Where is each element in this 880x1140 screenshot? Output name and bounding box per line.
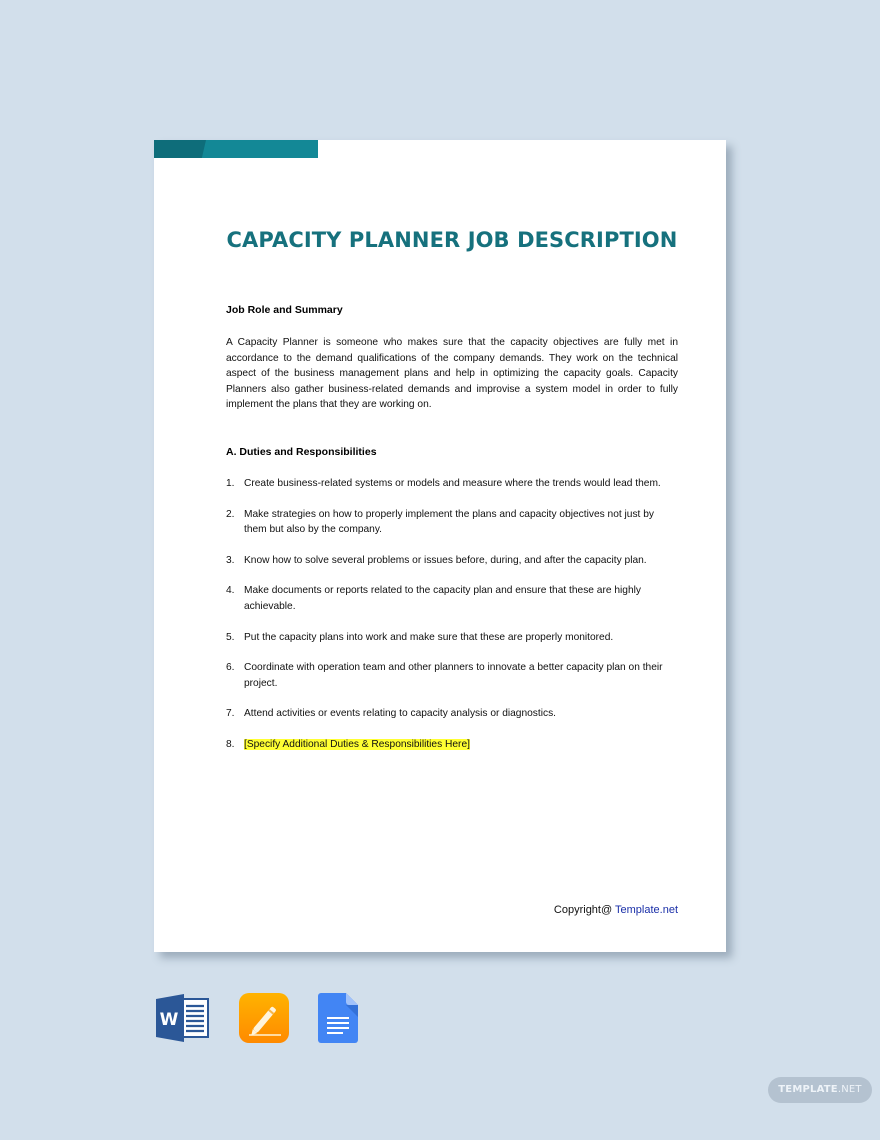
- google-docs-icon[interactable]: [318, 993, 359, 1049]
- duty-item: [226, 660, 678, 691]
- duty-number: 2.: [226, 508, 235, 520]
- duty-item: [226, 476, 678, 492]
- watermark-bold: TEMPLATE: [778, 1084, 838, 1095]
- duty-item: [226, 706, 678, 722]
- header-accent-bar-dark: [154, 140, 206, 158]
- duty-number: 5.: [226, 631, 235, 643]
- svg-text:W: W: [159, 1010, 179, 1030]
- copyright-link[interactable]: Template.net: [615, 904, 678, 916]
- duty-placeholder-highlighted: [Specify Additional Duties & Responsibilities Here]: [244, 738, 470, 750]
- header-accent-bar: [154, 140, 318, 158]
- template-net-watermark: [768, 1077, 872, 1103]
- duty-text: Create business-related systems or models and measure where the trends would lead them.: [244, 477, 661, 489]
- duty-text: Attend activities or events relating to capacity analysis or diagnostics.: [244, 708, 557, 720]
- copyright-footer: [554, 904, 678, 916]
- document-title: CAPACITY PLANNER JOB DESCRIPTION: [226, 228, 678, 252]
- duty-item: [226, 737, 678, 753]
- duty-text: Make strategies on how to properly implement the plans and capacity objectives not just by them but also by the company.: [244, 508, 654, 536]
- document-content: [226, 304, 678, 768]
- document-page: [154, 140, 726, 952]
- microsoft-word-icon[interactable]: [156, 993, 210, 1048]
- apple-pages-icon[interactable]: [239, 993, 290, 1049]
- duty-text: Coordinate with operation team and other planners to innovate a better capacity plan on their project.: [244, 662, 663, 689]
- duty-text: Know how to solve several problems or issues before, during, and after the capacity plan.: [244, 554, 647, 566]
- duties-heading: A. Duties and Responsibilities: [226, 445, 377, 458]
- duties-list: [226, 476, 678, 753]
- duty-text: Make documents or reports related to the capacity plan and ensure that these are highly achievable.: [244, 585, 641, 612]
- duty-number: 6.: [226, 662, 235, 674]
- duty-number: 7.: [226, 708, 235, 720]
- watermark-thin: .NET: [837, 1084, 862, 1095]
- duty-number: 4.: [226, 585, 235, 597]
- duty-item: [226, 630, 678, 646]
- duty-text: Put the capacity plans into work and make sure that these are properly monitored.: [244, 631, 614, 643]
- duty-item: [226, 507, 678, 538]
- duty-item: [226, 583, 678, 614]
- duty-item: [226, 553, 678, 569]
- duty-number: 1.: [226, 477, 235, 489]
- summary-paragraph: A Capacity Planner is someone who makes sure that the capacity objectives are fully met in accordance to the demand qualifications of the company demands. They work on the technical aspect of the business management plans and help in optimizing the capacity goals. Capacity Planners also gather business-related demands and improvise a system model in order to fully implement the plans that they are working on.: [226, 337, 678, 411]
- summary-heading: Job Role and Summary: [226, 304, 343, 316]
- copyright-label: Copyright@: [553, 904, 613, 916]
- duty-number: 8.: [226, 738, 235, 750]
- duty-number: 3.: [226, 554, 235, 566]
